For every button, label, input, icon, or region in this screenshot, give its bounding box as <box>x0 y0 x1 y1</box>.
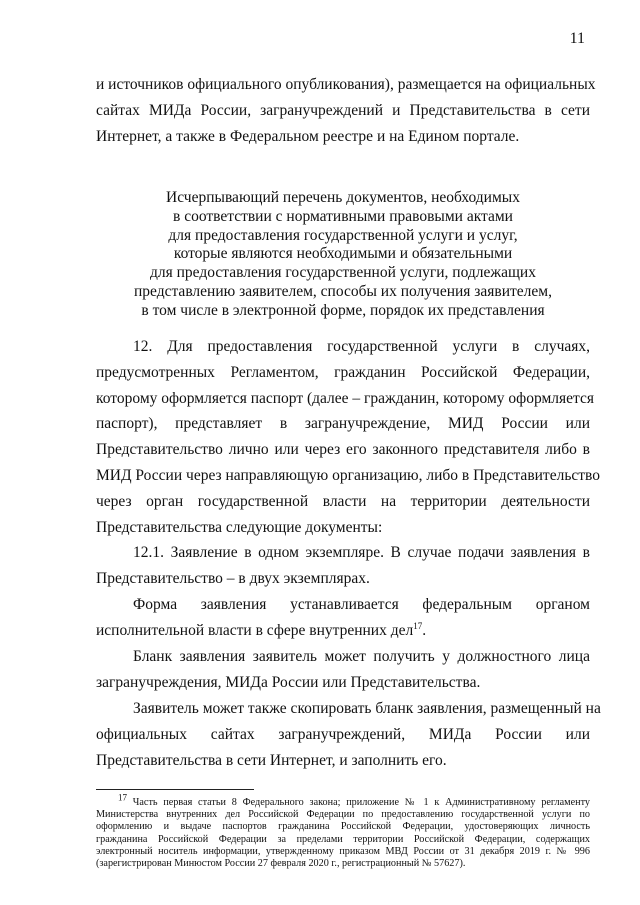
text-line: через орган государственной власти на территории деятельности <box>96 492 590 510</box>
text-line: предусмотренных Регламентом, гражданин Российской Федерации, <box>96 363 590 381</box>
paragraph-copy <box>96 696 601 773</box>
heading-line: в соответствии с нормативными правовыми актами <box>173 207 513 225</box>
text-line: паспорт), представляет в загранучреждение, МИД России или <box>96 415 590 433</box>
footnote-line: оформлению и выдаче паспортов гражданина Российской Федерации, удостоверяющих личность <box>96 821 590 833</box>
heading-line: которые являются необходимыми и обязательными <box>173 245 513 263</box>
section-heading <box>96 189 590 321</box>
page-number: 11 <box>569 30 585 47</box>
footnote-line: (зарегистрирован Минюстом России 27 февраля 2020 г., регистрационный № 57627). <box>96 858 466 870</box>
text-line: Представительство – в двух экземплярах. <box>96 569 370 587</box>
text-line: Форма заявления устанавливается федеральным органом <box>133 596 590 613</box>
text-line: Представительства в сети Интернет, и заполнить его. <box>96 751 447 769</box>
text-line: загранучреждения, МИДа России или Представительства. <box>96 673 481 691</box>
text-line: официальных сайтах загранучреждений, МИДа России или <box>96 725 590 743</box>
footnote-line: электронный носитель информации, утвержденному приказом МВД России от 31 декабря 2019 г. № 996 <box>96 845 590 857</box>
text-line: 12.1. Заявление в одном экземпляре. В случае подачи заявления в <box>133 544 590 561</box>
footnote-line: Министерства внутренних дел Российской Федерации по предоставлению государственной услуги по <box>96 809 590 821</box>
text-line: сайтах МИДа России, загранучреждений и Представительства в сети <box>96 101 590 119</box>
footnote-ref: 17 <box>413 620 423 631</box>
text-line: которому оформляется паспорт (далее – гражданин, которому оформляется <box>96 389 594 407</box>
heading-line: для предоставления государственной услуги и услуг, <box>168 226 518 244</box>
footnote-line <box>96 792 590 809</box>
text-line: Заявитель может также скопировать бланк заявления, размещенный на <box>133 700 601 717</box>
text-line: и источников официального опубликования), размещается на официальных <box>96 76 596 93</box>
text-line: 12. Для предоставления государственной услуги в случаях, <box>133 338 590 355</box>
footnote-divider <box>96 789 254 790</box>
footnote-number: 17 <box>118 792 127 803</box>
text-line: Представительство лично или через его законного представителя либо в <box>96 441 590 459</box>
text-line: Бланк заявления заявитель может получить у должностного лица <box>133 648 590 665</box>
footnote-line: гражданина Российской Федерации за пределами территории Российской Федерации, содержащих <box>96 833 590 845</box>
text-fragment: Часть первая статьи 8 Федерального закона; приложение № 1 к Административному регламенту <box>132 797 590 808</box>
text-line: Представительства следующие документы: <box>96 518 383 536</box>
paragraph-blank <box>96 644 590 696</box>
text-fragment: исполнительной власти в сфере внутренних дел <box>96 621 414 639</box>
paragraph-12 <box>96 334 600 540</box>
paragraph-12-1 <box>96 540 590 592</box>
text-fragment: . <box>422 621 427 639</box>
text-line <box>96 618 590 644</box>
heading-line: Исчерпывающий перечень документов, необходимых <box>166 189 520 206</box>
intro-paragraph <box>96 72 596 149</box>
text-line: Интернет, а также в Федеральном реестре и на Едином портале. <box>96 127 520 145</box>
heading-line: для предоставления государственной услуги, подлежащих <box>150 264 536 282</box>
paragraph-form <box>96 592 590 644</box>
heading-line: представлению заявителем, способы их получения заявителем, <box>133 282 552 300</box>
heading-line: в том числе в электронной форме, порядок их представления <box>141 301 545 319</box>
footnote <box>96 792 590 870</box>
text-line: МИД России через направляющую организацию, либо в Представительство <box>96 466 600 484</box>
